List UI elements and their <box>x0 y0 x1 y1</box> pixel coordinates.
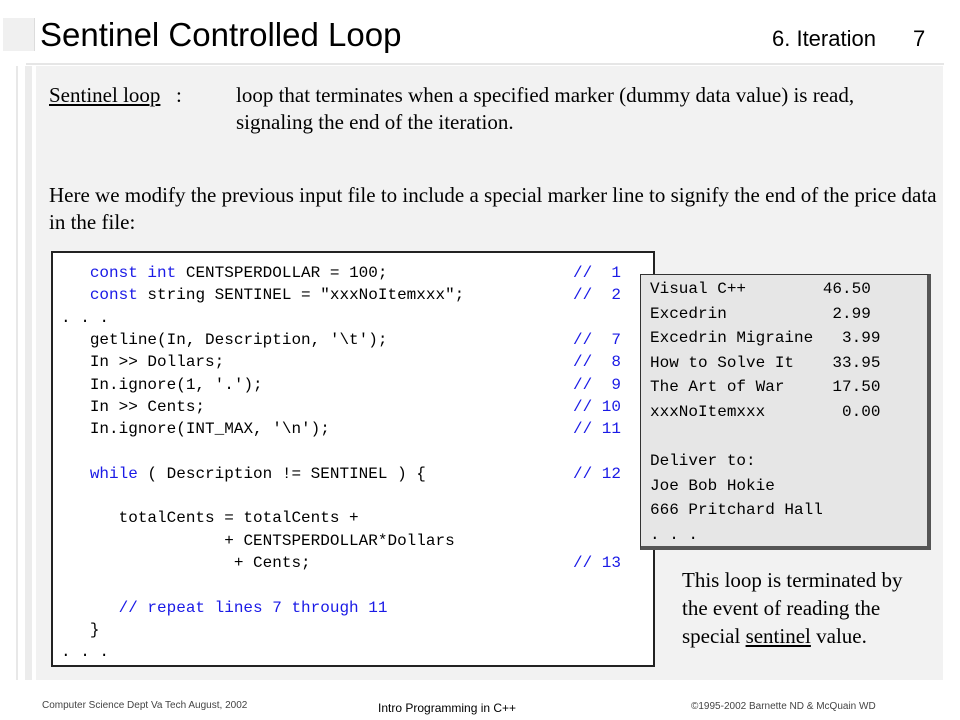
code-listing <box>51 251 655 667</box>
code-text: In >> Cents; <box>89 397 206 416</box>
code-line <box>61 352 224 372</box>
code-text: + CENTSPERDOLLAR*Dollars <box>224 531 455 550</box>
footer-department: Computer Science Dept Va Tech August, 2002 <box>42 700 248 711</box>
code-text: In.ignore(1, '.'); <box>89 375 263 394</box>
code-line <box>61 285 464 305</box>
code-keyword: const <box>89 286 138 305</box>
code-indent <box>61 621 90 639</box>
data-file-listing <box>640 274 931 550</box>
code-line-number-comment: // 7 <box>573 330 622 349</box>
code-line-number-comment: // 11 <box>573 420 622 439</box>
data-file-line: Excedrin Migraine 3.99 <box>650 329 881 348</box>
code-indent <box>61 509 119 527</box>
page-number: 7 <box>913 26 926 51</box>
data-file-line: How to Solve It 33.95 <box>650 353 881 372</box>
data-file-line: Excedrin 2.99 <box>650 304 871 323</box>
note-paragraph <box>682 566 932 650</box>
code-indent <box>61 331 90 349</box>
section-label: 6. Iteration <box>772 26 876 51</box>
definition-text: loop that terminates when a specified marker (dummy data value) is read, signaling the end of the iteration. <box>236 83 855 134</box>
code-indent <box>61 554 234 572</box>
code-text: . . . <box>61 308 110 327</box>
code-keyword: while <box>89 464 138 483</box>
data-file-line: Joe Bob Hokie <box>650 476 775 495</box>
code-indent <box>61 532 224 550</box>
code-line <box>61 263 387 283</box>
footer-copyright: ©1995-2002 Barnette ND & McQuain WD <box>691 701 876 712</box>
code-line <box>61 508 359 528</box>
code-line <box>61 375 263 395</box>
definition-colon: : <box>176 83 182 107</box>
code-line <box>61 464 426 484</box>
code-text: string SENTINEL = "xxxNoItemxxx"; <box>137 286 465 305</box>
code-line-number-comment: // 1 <box>573 264 622 282</box>
code-text: ( Description != SENTINEL ) { <box>137 464 426 483</box>
code-line <box>61 419 330 439</box>
code-line <box>61 330 387 350</box>
code-indent <box>61 286 90 304</box>
code-inline-comment: // repeat lines 7 through 11 <box>118 598 388 617</box>
code-line <box>61 531 455 551</box>
code-indent <box>61 264 90 282</box>
definition-term: Sentinel loop <box>49 83 161 107</box>
code-line <box>61 598 387 618</box>
slide-title: Sentinel Controlled Loop <box>40 16 402 53</box>
left-rule-outer <box>16 66 18 680</box>
code-indent <box>61 353 90 371</box>
code-indent <box>61 599 119 617</box>
code-text: getline(In, Description, '\t'); <box>89 330 388 349</box>
data-file-line: Visual C++ 46.50 <box>650 280 871 298</box>
code-line-number-comment: // 2 <box>573 286 622 305</box>
code-line <box>61 620 99 640</box>
note-sentinel-word: sentinel <box>745 624 811 648</box>
code-line <box>61 642 109 662</box>
code-text: In >> Dollars; <box>89 353 225 372</box>
code-indent <box>61 376 90 394</box>
code-line-number-comment: // 9 <box>573 375 622 394</box>
data-file-line: The Art of War 17.50 <box>650 378 881 397</box>
code-indent <box>61 420 90 438</box>
code-line-number-comment: // 8 <box>573 353 622 372</box>
code-line <box>61 553 311 573</box>
note-text: This loop is terminated by the event of reading the special <box>682 568 903 648</box>
footer-course: Intro Programming in C++ <box>378 701 517 715</box>
top-rule <box>26 63 944 65</box>
code-text: } <box>89 620 100 639</box>
code-text: . . . <box>61 643 110 662</box>
data-file-line: xxxNoItemxxx 0.00 <box>650 403 881 421</box>
code-line-number-comment: // 10 <box>573 397 622 416</box>
code-text: + Cents; <box>233 553 311 572</box>
data-file-line: 666 Pritchard Hall <box>650 501 823 520</box>
data-file-line: . . . <box>650 526 699 544</box>
code-text: CENTSPERDOLLAR = 100; <box>176 264 388 282</box>
code-indent <box>61 398 90 416</box>
left-rule-inner <box>25 66 32 680</box>
note-text-end: value. <box>810 624 867 648</box>
data-file-line: Deliver to: <box>650 452 756 471</box>
code-line-number-comment: // 12 <box>573 464 622 483</box>
intro-paragraph: Here we modify the previous input file to include a special marker line to signify the end of the price data in the file: <box>49 183 937 234</box>
code-keyword: const int <box>89 264 177 282</box>
code-line <box>61 397 205 417</box>
corner-decoration <box>3 18 35 51</box>
code-line <box>61 308 109 328</box>
code-text: totalCents = totalCents + <box>118 509 359 528</box>
code-line-number-comment: // 13 <box>573 553 622 572</box>
code-indent <box>61 465 90 483</box>
code-text: In.ignore(INT_MAX, '\n'); <box>89 420 330 439</box>
